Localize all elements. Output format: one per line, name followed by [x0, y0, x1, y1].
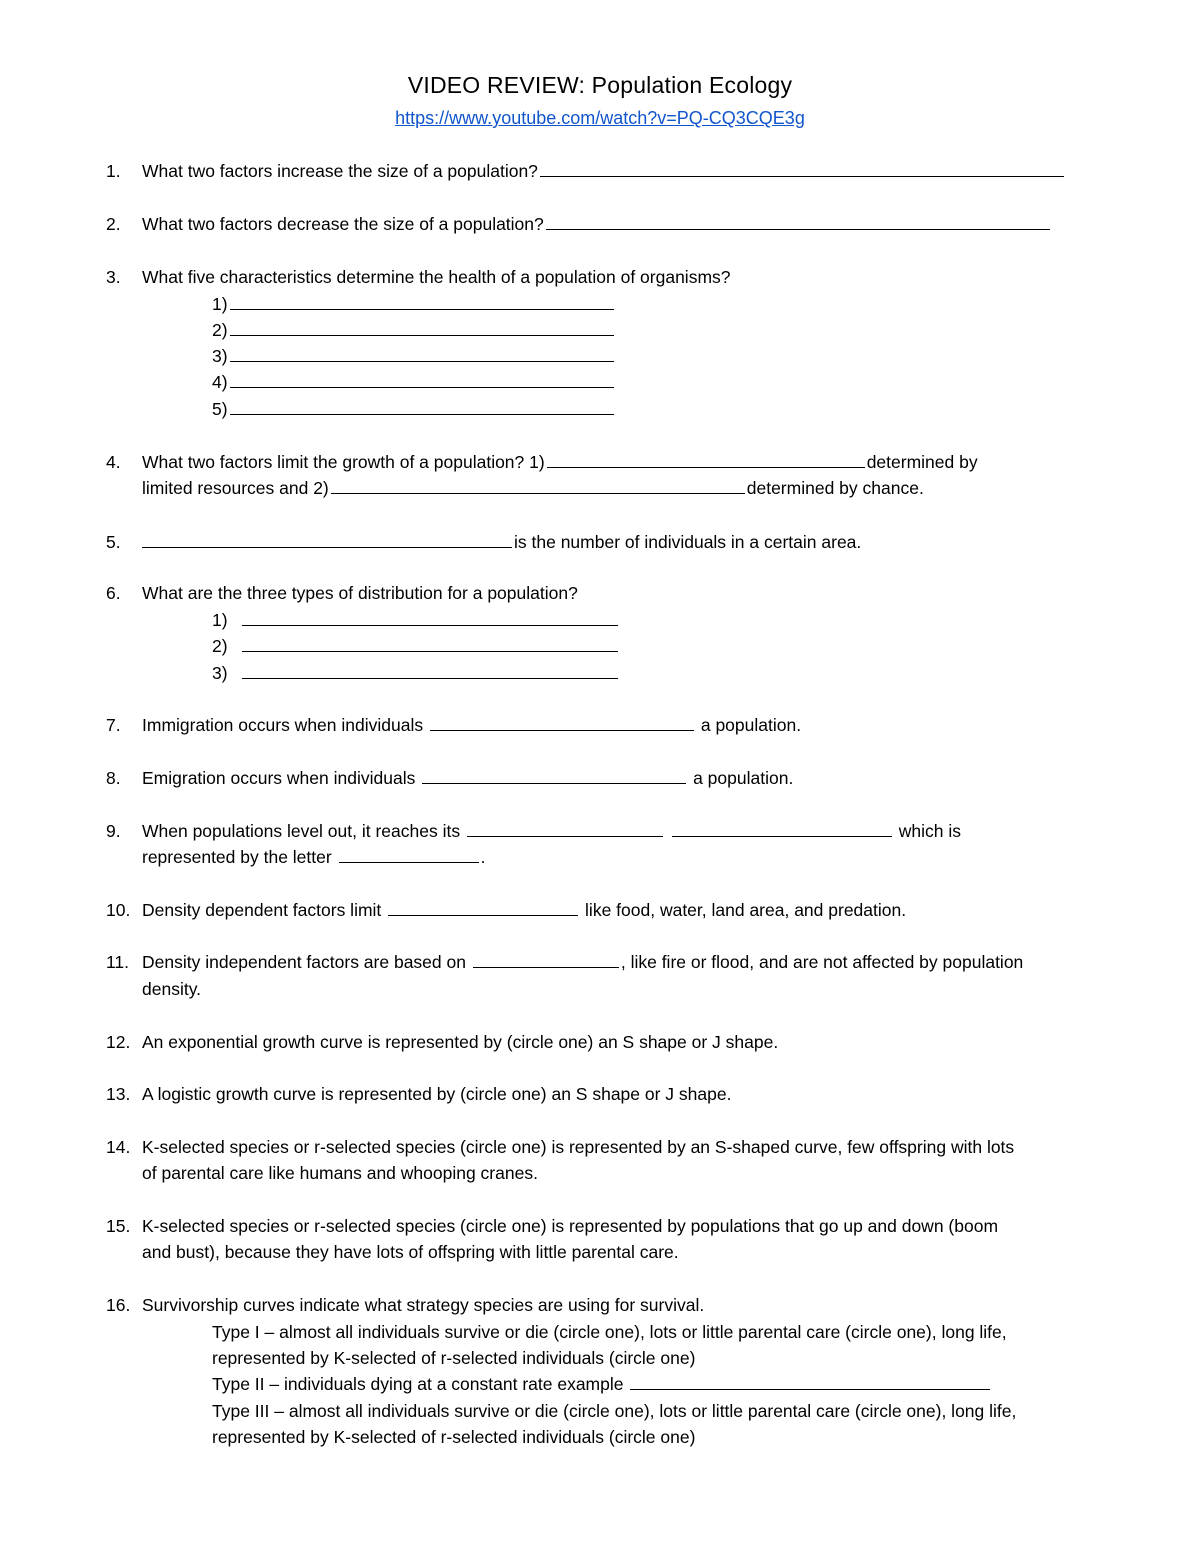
answer-blank[interactable]	[230, 318, 614, 336]
survivorship-type-2: Type II – individuals dying at a constant rate example	[212, 1371, 992, 1397]
list-item: 3)	[212, 660, 620, 686]
question-number: 13.	[106, 1084, 131, 1104]
answer-blank[interactable]	[547, 450, 865, 468]
question-number: 9.	[106, 821, 121, 841]
list-item: 3)	[212, 343, 616, 369]
question-text: is the number of individuals in a certain area.	[514, 532, 862, 552]
list-item: 1)	[212, 291, 616, 317]
survivorship-type-1-continued: represented by K-selected of r-selected individuals (circle one)	[212, 1348, 696, 1368]
question-number: 1.	[106, 161, 121, 181]
question-text: An exponential growth curve is represented by (circle one) an S shape or J shape.	[142, 1032, 779, 1052]
question-text: What two factors decrease the size of a population?	[142, 214, 544, 234]
survivorship-type-1: Type I – almost all individuals survive or die (circle one), lots or little parental care (circle one), long life,	[212, 1322, 1007, 1342]
question-text: Density dependent factors limit	[142, 900, 382, 920]
question-text: Emigration occurs when individuals	[142, 768, 416, 788]
answer-blank[interactable]	[467, 819, 663, 837]
list-item: 2)	[212, 317, 616, 343]
answer-blank[interactable]	[388, 898, 578, 916]
list-item: 4)	[212, 369, 616, 395]
answer-blank[interactable]	[331, 476, 745, 494]
question-text: What are the three types of distribution for a population?	[142, 583, 578, 603]
list-item: 2)	[212, 633, 620, 659]
survivorship-type-3-continued: represented by K-selected of r-selected individuals (circle one)	[212, 1427, 696, 1447]
answer-blank[interactable]	[672, 819, 892, 837]
question-number: 16.	[106, 1295, 131, 1315]
question-number: 12.	[106, 1032, 131, 1052]
question-number: 7.	[106, 715, 121, 735]
answer-blank[interactable]	[230, 370, 614, 388]
answer-blank[interactable]	[422, 766, 686, 784]
answer-blank[interactable]	[230, 292, 614, 310]
list-item: 5)	[212, 396, 616, 422]
answer-blank[interactable]	[242, 661, 618, 679]
page-title: VIDEO REVIEW: Population Ecology	[407, 72, 793, 98]
list-item: 1)	[212, 607, 620, 633]
question-text: What two factors limit the growth of a population? 1)	[142, 452, 545, 472]
question-text: K-selected species or r-selected species (circle one) is represented by an S-shaped curve, few offspring with lots	[142, 1137, 1015, 1157]
question-text: K-selected species or r-selected species (circle one) is represented by populations that go up and down (boom	[142, 1216, 999, 1236]
answer-blank[interactable]	[540, 159, 1064, 177]
answer-blank[interactable]	[546, 212, 1050, 230]
question-text: What five characteristics determine the health of a population of organisms?	[142, 267, 731, 287]
worksheet-page: VIDEO REVIEW: Population Ecology https://www.youtube.com/watch?v=PQ-CQ3CQE3g 1. What two factors increase the size of a population? 2. What two factors decrease the size of a population? 3. What five characteristics determine the health of a population of organisms? 1) 2) 3) 4) 5) 4. What two factors limit the growth of a population? 1) determined by limited resources and 2) determined by chance. 5. is the number of individuals in a certain area. 6. What are the three types of distribution for a population? 1) 2) 3) 7. Immigration occurs when individuals a population. 8. Emigration occurs when individuals a population. 9. When populations level out, it reaches its which is represented by the letter . 10. Density dependent factors limit like food, water, land area, and predation. 11. Density independent factors are based on , like fire or flood, and are not affected by population density. 12. An exponential growth curve is represented by (circle one) an S shape or J shape. 13. A logistic growth curve is represented by (circle one) an S shape or J shape. 14. K-selected species or r-selected species (circle one) is represented by an S-shaped curve, few offspring with lots of parental care like humans and whooping cranes. 15. K-selected species or r-selected species (circle one) is represented by populations that go up and down (boom and bust), because they have lots of offspring with little parental care. 16. Survivorship curves indicate what strategy species are using for survival. Type I – almost all individuals survive or die (circle one), lots or little parental care (circle one), long life, represented by K-selected of r-selected individuals (circle one) Type II – individuals dying at a constant rate example Type III – almost all individuals survive or die (circle one), lots or little parental care (circle one), long life, represented by K-selected of r-selected individuals (circle one)	[0, 0, 1200, 1553]
question-number: 15.	[106, 1216, 131, 1236]
question-text: A logistic growth curve is represented by (circle one) an S shape or J shape.	[142, 1084, 732, 1104]
question-text: When populations level out, it reaches its	[142, 821, 461, 841]
survivorship-type-3: Type III – almost all individuals survive or die (circle one), lots or little parental care (circle one), long life,	[212, 1401, 1017, 1421]
question-number: 14.	[106, 1137, 131, 1157]
answer-blank[interactable]	[230, 344, 614, 362]
question-text: Density independent factors are based on	[142, 952, 466, 972]
question-text: What two factors increase the size of a population?	[142, 161, 538, 181]
answer-blank[interactable]	[339, 845, 479, 863]
question-number: 10.	[106, 900, 131, 920]
answer-blank[interactable]	[142, 530, 512, 548]
video-link[interactable]: https://www.youtube.com/watch?v=PQ-CQ3CQE3g	[395, 108, 805, 128]
question-number: 4.	[106, 452, 121, 472]
answer-blank[interactable]	[242, 608, 618, 626]
answer-blank[interactable]	[230, 397, 614, 415]
question-number: 5.	[106, 532, 121, 552]
answer-blank[interactable]	[430, 713, 694, 731]
question-text: Survivorship curves indicate what strategy species are using for survival.	[142, 1295, 705, 1315]
answer-blank[interactable]	[473, 950, 619, 968]
question-number: 3.	[106, 267, 121, 287]
question-number: 6.	[106, 583, 121, 603]
answer-blank[interactable]	[630, 1372, 990, 1390]
question-number: 8.	[106, 768, 121, 788]
question-number: 2.	[106, 214, 121, 234]
question-text: Immigration occurs when individuals	[142, 715, 424, 735]
question-number: 11.	[106, 952, 130, 972]
answer-blank[interactable]	[242, 634, 618, 652]
